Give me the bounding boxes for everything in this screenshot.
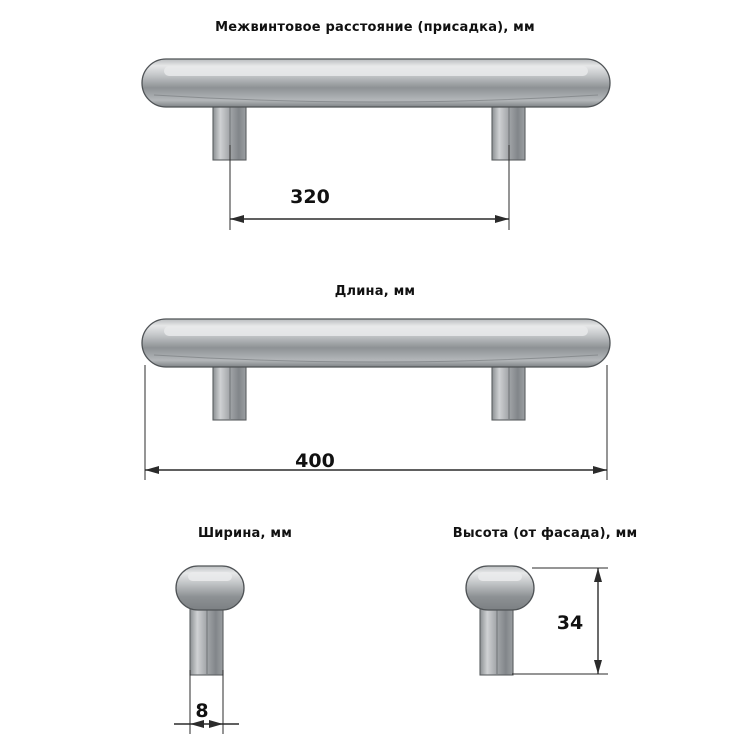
handle-bar <box>142 59 610 107</box>
handle-view-length <box>120 305 640 490</box>
handle-view-screw-distance <box>120 45 640 250</box>
dimension-value-width: 8 <box>195 700 209 722</box>
handle-leg <box>190 600 223 675</box>
dimension-value-height: 34 <box>556 612 584 634</box>
handle-end-cap <box>466 566 534 610</box>
caption-height: Высота (от фасада), мм <box>452 526 638 541</box>
handle-leg <box>480 600 513 675</box>
dimension-value-length: 400 <box>295 450 335 472</box>
handle-bar <box>142 319 610 367</box>
handle-end-cap <box>176 566 244 610</box>
caption-width: Ширина, мм <box>197 526 293 541</box>
handle-drawing-2 <box>120 305 640 490</box>
handle-drawing-1 <box>120 45 640 250</box>
caption-length: Длина, мм <box>334 284 416 299</box>
caption-screw-distance: Межвинтовое расстояние (присадка), мм <box>215 20 535 35</box>
dimension-value-screw-distance: 320 <box>290 186 330 208</box>
dimension-line-320 <box>230 215 509 223</box>
